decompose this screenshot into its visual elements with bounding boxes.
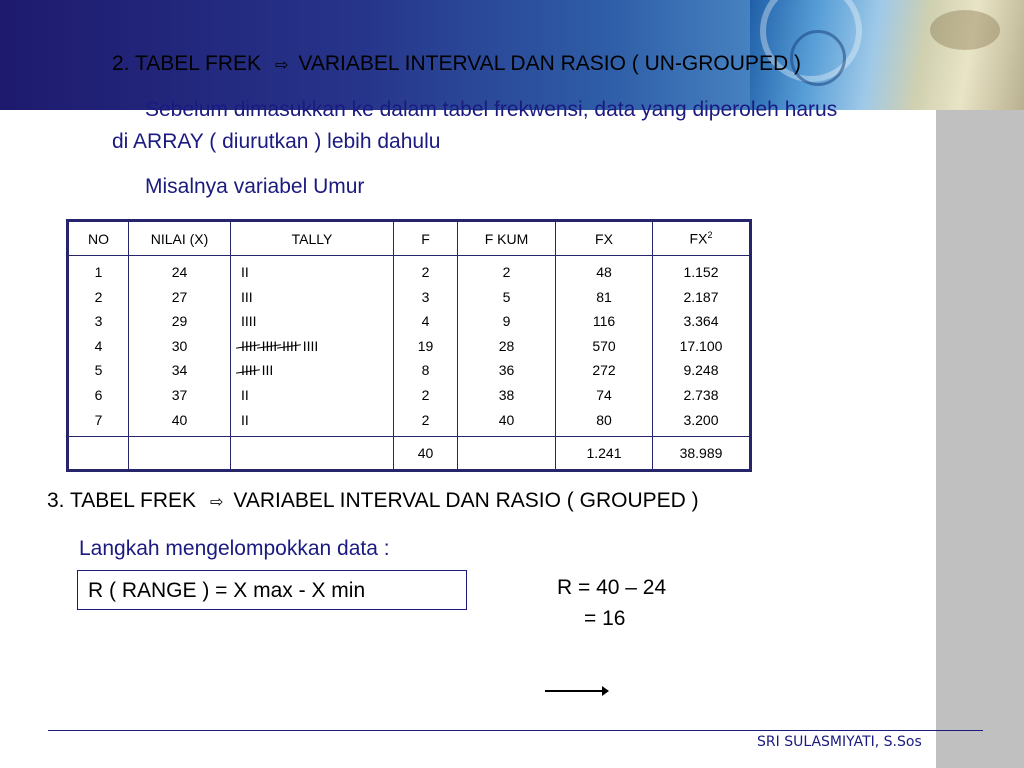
table-cell-no: 3 [94, 313, 103, 330]
table-cell-fkum: 5 [502, 288, 511, 305]
header-tally: TALLY [231, 221, 394, 256]
hollow-right-arrow-icon: ⇨ [210, 494, 224, 511]
intro-line-3: Misalnya variabel Umur [145, 175, 365, 198]
table-cell-nilai: 40 [171, 411, 188, 428]
tally-marks: III [241, 288, 253, 305]
table-header-row [68, 221, 751, 256]
header-fx2-superscript: 2 [707, 230, 713, 241]
tally-marks: IIII [241, 313, 257, 330]
col-f [394, 256, 458, 437]
table-cell-fx2: 3.200 [683, 411, 719, 428]
tally-group-of-five: IIII [282, 334, 298, 359]
table-cell-tally [241, 285, 393, 310]
table-cell-f: 2 [421, 264, 430, 280]
table-cell-f: 3 [421, 288, 430, 305]
table-cell-fx: 272 [592, 362, 616, 379]
table-cell-tally [241, 309, 393, 334]
table-cell-f: 19 [417, 337, 434, 354]
header-fx2-base: FX [689, 230, 708, 247]
col-no [68, 256, 129, 437]
table-cell-f: 4 [421, 313, 430, 330]
table-cell-no: 5 [94, 362, 103, 379]
total-fx: 1.241 [556, 437, 653, 471]
table-cell-no: 4 [94, 337, 103, 354]
table-cell-fx2: 9.248 [683, 362, 719, 379]
total-no [68, 437, 129, 471]
tally-group-of-five: IIII [241, 334, 257, 359]
table-cell-nilai: 37 [171, 386, 188, 403]
table-cell-fx2: 2.187 [683, 288, 719, 305]
table-cell-no: 6 [94, 386, 103, 403]
table-cell-fx: 570 [592, 337, 616, 354]
table-cell-fkum: 36 [498, 362, 515, 379]
total-fkum [458, 437, 556, 471]
section-3-heading [47, 489, 699, 513]
col-nilai [129, 256, 231, 437]
table-cell-tally [241, 358, 393, 383]
total-tally [231, 437, 394, 471]
table-cell-fx: 81 [596, 288, 612, 305]
footer-divider [48, 730, 983, 731]
range-calculation-line-1: R = 40 – 24 [557, 576, 667, 599]
range-calculation-line-2: = 16 [584, 607, 626, 630]
range-formula-box: R ( RANGE ) = X max - X min [77, 570, 467, 610]
table-cell-nilai: 24 [171, 264, 188, 280]
total-fx2: 38.989 [653, 437, 751, 471]
table-cell-tally [241, 260, 393, 285]
tally-marks: II [241, 411, 249, 428]
grouping-steps-label: Langkah mengelompokkan data : [79, 537, 390, 560]
table-cell-fx: 74 [596, 386, 612, 403]
intro-line-2: di ARRAY ( diurutkan ) lebih dahulu [112, 130, 441, 153]
table-cell-fx: 80 [596, 411, 612, 428]
table-cell-fkum: 38 [498, 386, 515, 403]
table-cell-fkum: 9 [502, 313, 511, 330]
header-fx2 [653, 221, 751, 256]
table-cell-tally [241, 408, 393, 433]
table-cell-fx2: 1.152 [683, 264, 719, 280]
header-nilai: NILAI (X) [129, 221, 231, 256]
header-fx: FX [556, 221, 653, 256]
table-cell-fx2: 2.738 [683, 386, 719, 403]
table-cell-tally [241, 334, 393, 359]
section-2-heading-suffix: VARIABEL INTERVAL DAN RASIO ( UN-GROUPED ) [298, 52, 801, 75]
section-2-heading-prefix: 2. TABEL FREK [112, 52, 261, 75]
table-cell-nilai: 30 [171, 337, 188, 354]
right-arrow-icon [545, 690, 607, 692]
tally-marks: II [241, 386, 249, 403]
table-cell-nilai: 29 [171, 313, 188, 330]
table-cell-fx: 116 [592, 313, 616, 330]
table-cell-no: 7 [94, 411, 103, 428]
table-cell-f: 2 [421, 386, 430, 403]
total-f: 40 [394, 437, 458, 471]
header-f: F [394, 221, 458, 256]
header-fkum: F KUM [458, 221, 556, 256]
table-cell-fx2: 3.364 [683, 313, 719, 330]
table-cell-fkum: 2 [502, 264, 511, 280]
table-cell-fx: 48 [596, 264, 612, 280]
hollow-right-arrow-icon: ⇨ [275, 57, 289, 74]
table-cell-fx2: 17.100 [679, 337, 723, 354]
header-no: NO [68, 221, 129, 256]
table-cell-tally [241, 383, 393, 408]
table-cell-nilai: 34 [171, 362, 188, 379]
section-3-heading-suffix: VARIABEL INTERVAL DAN RASIO ( GROUPED ) [233, 489, 699, 512]
col-fx2 [653, 256, 751, 437]
table-body-row [68, 256, 751, 437]
table-cell-f: 2 [421, 411, 430, 428]
table-cell-nilai: 27 [171, 288, 188, 305]
intro-line-1: Sebelum dimasukkan ke dalam tabel frekwensi, data yang diperoleh harus [145, 98, 838, 121]
table-cell-fkum: 40 [498, 411, 515, 428]
col-fkum [458, 256, 556, 437]
section-2-heading [112, 52, 801, 76]
frequency-table [66, 219, 752, 472]
tally-marks: IIII [302, 337, 319, 354]
col-tally [231, 256, 394, 437]
tally-group-of-five: IIII [262, 334, 278, 359]
table-cell-no: 1 [94, 264, 103, 280]
table-cell-no: 2 [94, 288, 103, 305]
tally-group-of-five: IIII [241, 358, 257, 383]
table-cell-fkum: 28 [498, 337, 515, 354]
footer-author: SRI SULASMIYATI, S.Sos [757, 734, 922, 750]
right-sidebar-band [936, 110, 1024, 768]
col-fx [556, 256, 653, 437]
total-nilai [129, 437, 231, 471]
tally-marks: III [261, 362, 274, 379]
tally-marks: II [241, 264, 249, 280]
section-3-heading-prefix: 3. TABEL FREK [47, 489, 196, 512]
table-cell-f: 8 [421, 362, 430, 379]
table-total-row [68, 437, 751, 471]
